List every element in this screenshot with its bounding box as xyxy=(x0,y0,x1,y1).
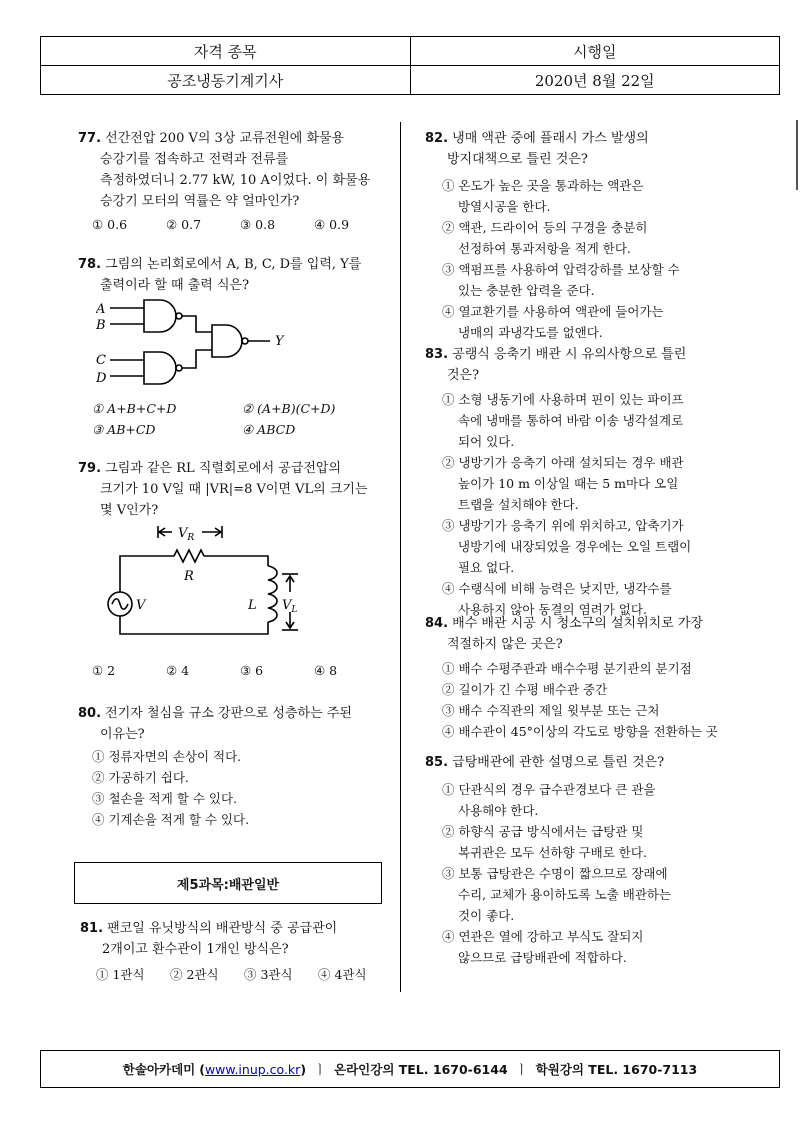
option[interactable]: ① 0.6 xyxy=(92,217,128,232)
options-83 xyxy=(430,389,691,620)
input-label-b: B xyxy=(96,318,106,333)
option-continued: 필요 없다. xyxy=(458,560,515,575)
url-open-paren: ( xyxy=(199,1061,205,1077)
exam-date: 2020년 8월 22일 xyxy=(410,66,780,94)
vl-subscript: L xyxy=(291,605,298,615)
question-text: 공랭식 응축기 배관 시 유의사항으로 틀린 xyxy=(452,347,687,362)
header-label-exam-type: 자격 종목 xyxy=(193,42,257,61)
option[interactable]: ④ 배수관이 45°이상의 각도로 방향을 전환하는 곳 xyxy=(442,724,718,739)
option-continued: 사용하지 않아 동결의 염려가 없다. xyxy=(458,602,647,617)
option[interactable]: ③ 냉방기가 응축기 위에 위치하고, 압축기가 xyxy=(442,518,684,533)
question-number: 78. xyxy=(78,257,102,272)
question-number: 82. xyxy=(425,131,449,146)
option[interactable]: ② 0.7 xyxy=(166,217,202,232)
question-79 xyxy=(78,458,368,521)
online-contact: 온라인강의 TEL. 1670-6144 xyxy=(334,1062,508,1077)
option[interactable]: ③ AB+CD xyxy=(92,422,156,437)
inductor-label: L xyxy=(248,598,257,613)
options-80 xyxy=(92,746,249,830)
option[interactable]: ② 가공하기 쉽다. xyxy=(92,770,189,785)
option[interactable]: ③ 보통 급탕관은 수명이 짧으므로 장래에 xyxy=(442,866,668,881)
option[interactable]: ③ 0.8 xyxy=(240,217,276,232)
question-text: 것은? xyxy=(447,368,480,383)
option-continued: 속에 냉매를 통하여 바람 이송 냉각설계로 xyxy=(458,413,684,428)
svg-text:VR xyxy=(178,526,194,543)
footer-separator: ㅣ xyxy=(313,1062,327,1077)
option-continued: 선정하여 통과저항을 적게 한다. xyxy=(458,241,631,256)
vr-label: V xyxy=(178,526,188,541)
option[interactable]: ③ 6 xyxy=(240,663,264,678)
option[interactable]: ① 2 xyxy=(92,663,116,678)
question-text: 승강기 모터의 역률은 약 얼마인가? xyxy=(100,194,300,209)
option[interactable]: ④ 0.9 xyxy=(314,217,350,232)
input-label-c: C xyxy=(96,353,106,368)
option[interactable]: ④ 수랭식에 비해 능력은 낮지만, 냉각수를 xyxy=(442,581,672,596)
option[interactable]: ② 4 xyxy=(166,663,190,678)
question-number: 77. xyxy=(78,131,102,146)
question-text: 방지대책으로 틀린 것은? xyxy=(447,152,588,167)
footer-separator: ㅣ xyxy=(515,1062,528,1077)
question-number: 83. xyxy=(425,347,449,362)
option[interactable]: ① 정류자면의 손상이 적다. xyxy=(92,749,242,764)
option-continued: 트랩을 설치해야 한다. xyxy=(458,497,579,512)
svg-text:VL xyxy=(282,598,297,615)
question-text: 승강기를 접속하고 전력과 전류를 xyxy=(100,152,289,167)
question-text: 전기자 철심을 규소 강판으로 성층하는 주된 xyxy=(105,706,352,721)
option-continued: 사용해야 한다. xyxy=(458,803,539,818)
question-text: 냉매 액관 중에 플래시 가스 발생의 xyxy=(452,131,649,146)
url-close-paren: ) xyxy=(300,1061,307,1077)
option[interactable]: ① 단관식의 경우 급수관경보다 큰 관을 xyxy=(442,782,656,797)
input-label-a: A xyxy=(96,302,106,317)
option-continued: 복귀관은 모두 선하향 구배로 한다. xyxy=(458,845,647,860)
question-84 xyxy=(425,613,703,655)
options-79 xyxy=(92,660,337,681)
offline-contact: 학원강의 TEL. 1670-7113 xyxy=(535,1062,698,1077)
question-85 xyxy=(425,752,664,773)
header-table xyxy=(40,36,780,95)
option-continued: 높이가 10 m 이상일 때는 5 m마다 오일 xyxy=(458,476,679,491)
options-77 xyxy=(92,214,349,235)
option[interactable]: ④ 기계손을 적게 할 수 있다. xyxy=(92,812,250,827)
academy-name: 한솔아카데미 xyxy=(122,1062,196,1077)
option[interactable]: ③ 3관식 xyxy=(244,967,293,982)
question-text: 선간전압 200 V의 3상 교류전원에 화물용 xyxy=(105,131,345,146)
question-number: 79. xyxy=(78,461,102,476)
input-label-d: D xyxy=(96,371,107,386)
question-text: 그림의 논리회로에서 A, B, C, D를 입력, Y를 xyxy=(105,257,362,272)
question-text: 측정하였더니 2.77 kW, 10 A이었다. 이 화물용 xyxy=(100,173,371,188)
logic-circuit-diagram xyxy=(96,296,296,388)
options-82 xyxy=(430,175,680,343)
question-77 xyxy=(78,128,370,212)
option[interactable]: ② 길이가 긴 수평 배수관 중간 xyxy=(442,682,608,697)
option[interactable]: ① A+B+C+D xyxy=(92,401,177,416)
option[interactable]: ③ 배수 수직관의 제일 윗부분 또는 근처 xyxy=(442,703,660,718)
option[interactable]: ① 온도가 높은 곳을 통과하는 액관은 xyxy=(442,178,644,193)
question-text: 팬코일 유닛방식의 배관방식 중 공급관이 xyxy=(107,921,338,936)
question-text: 이유는? xyxy=(100,727,145,742)
question-text: 배수 배관 시공 시 청소구의 설치위치로 가장 xyxy=(452,616,704,631)
question-number: 84. xyxy=(425,616,449,631)
option[interactable]: ② (A+B)(C+D) xyxy=(242,401,336,416)
question-text: 그림과 같은 RL 직렬회로에서 공급전압의 xyxy=(105,461,342,476)
option[interactable]: ① 1관식 xyxy=(96,967,145,982)
question-80 xyxy=(78,703,352,745)
option-continued: 않으므로 급탕배관에 적합하다. xyxy=(458,950,627,965)
question-text: 적절하지 않은 곳은? xyxy=(447,637,563,652)
question-text: 급탕배관에 관한 설명으로 틀린 것은? xyxy=(452,755,665,770)
option[interactable]: ② 냉방기가 응축기 아래 설치되는 경우 배관 xyxy=(442,455,684,470)
footer xyxy=(40,1050,780,1088)
option[interactable]: ④ 8 xyxy=(314,663,338,678)
question-number: 81. xyxy=(80,921,104,936)
option[interactable]: ① 배수 수평주관과 배수수평 분기관의 분기점 xyxy=(442,661,692,676)
option[interactable]: ④ ABCD xyxy=(242,422,296,437)
question-text: 출력이라 할 때 출력 식은? xyxy=(100,278,250,293)
option-continued: 냉방기에 내장되었을 경우에는 오일 트랩이 xyxy=(458,539,692,554)
source-label: V xyxy=(136,598,146,613)
question-81 xyxy=(80,918,337,960)
rl-circuit-diagram xyxy=(98,522,308,650)
subject-heading: 제5과목:배관일반 xyxy=(74,862,382,904)
column-divider xyxy=(400,122,401,992)
question-text: 2개이고 환수관이 1개인 방식은? xyxy=(102,942,289,957)
question-text: 몇 V인가? xyxy=(100,503,159,518)
option[interactable]: ② 하향식 공급 방식에서는 급탕관 및 xyxy=(442,824,644,839)
option[interactable]: ④ 4관식 xyxy=(318,967,367,982)
question-83 xyxy=(425,344,686,386)
output-label-y: Y xyxy=(275,334,284,349)
option[interactable]: ③ 액펌프를 사용하여 압력강하를 보상할 수 xyxy=(442,262,680,277)
resistor-label: R xyxy=(184,569,194,584)
option[interactable]: ② 2관식 xyxy=(170,967,219,982)
option-continued: 수리, 교체가 용이하도록 노출 배관하는 xyxy=(458,887,672,902)
question-82 xyxy=(425,128,649,170)
option-continued: 냉매의 과냉각도를 없앤다. xyxy=(458,325,603,340)
option[interactable]: ① 소형 냉동기에 사용하며 핀이 있는 파이프 xyxy=(442,392,684,407)
options-85 xyxy=(430,779,671,968)
question-number: 80. xyxy=(78,706,102,721)
exam-name: 공조냉동기계기사 xyxy=(167,71,284,90)
options-81 xyxy=(96,964,367,985)
question-text: 크기가 10 V일 때 |VR|=8 V이면 VL의 크기는 xyxy=(100,482,368,497)
option-continued: 방열시공을 한다. xyxy=(458,199,551,214)
question-number: 85. xyxy=(425,755,449,770)
option-continued: 있는 충분한 압력을 준다. xyxy=(458,283,595,298)
option[interactable]: ② 액관, 드라이어 등의 구경을 충분히 xyxy=(442,220,648,235)
vr-subscript: R xyxy=(187,533,195,543)
option[interactable]: ④ 열교환기를 사용하여 액관에 들어가는 xyxy=(442,304,664,319)
options-78 xyxy=(92,398,335,440)
page-edge-mark xyxy=(796,120,798,190)
academy-link[interactable]: www.inup.co.kr xyxy=(204,1061,301,1077)
vl-label: V xyxy=(282,598,292,613)
header-label-exam-date: 시행일 xyxy=(410,37,780,65)
option-continued: 되어 있다. xyxy=(458,434,515,449)
question-78 xyxy=(78,254,361,296)
option-continued: 것이 좋다. xyxy=(458,908,515,923)
option[interactable]: ③ 철손을 적게 할 수 있다. xyxy=(92,791,238,806)
option[interactable]: ④ 연관은 열에 강하고 부식도 잘되지 xyxy=(442,929,644,944)
options-84 xyxy=(430,658,718,742)
